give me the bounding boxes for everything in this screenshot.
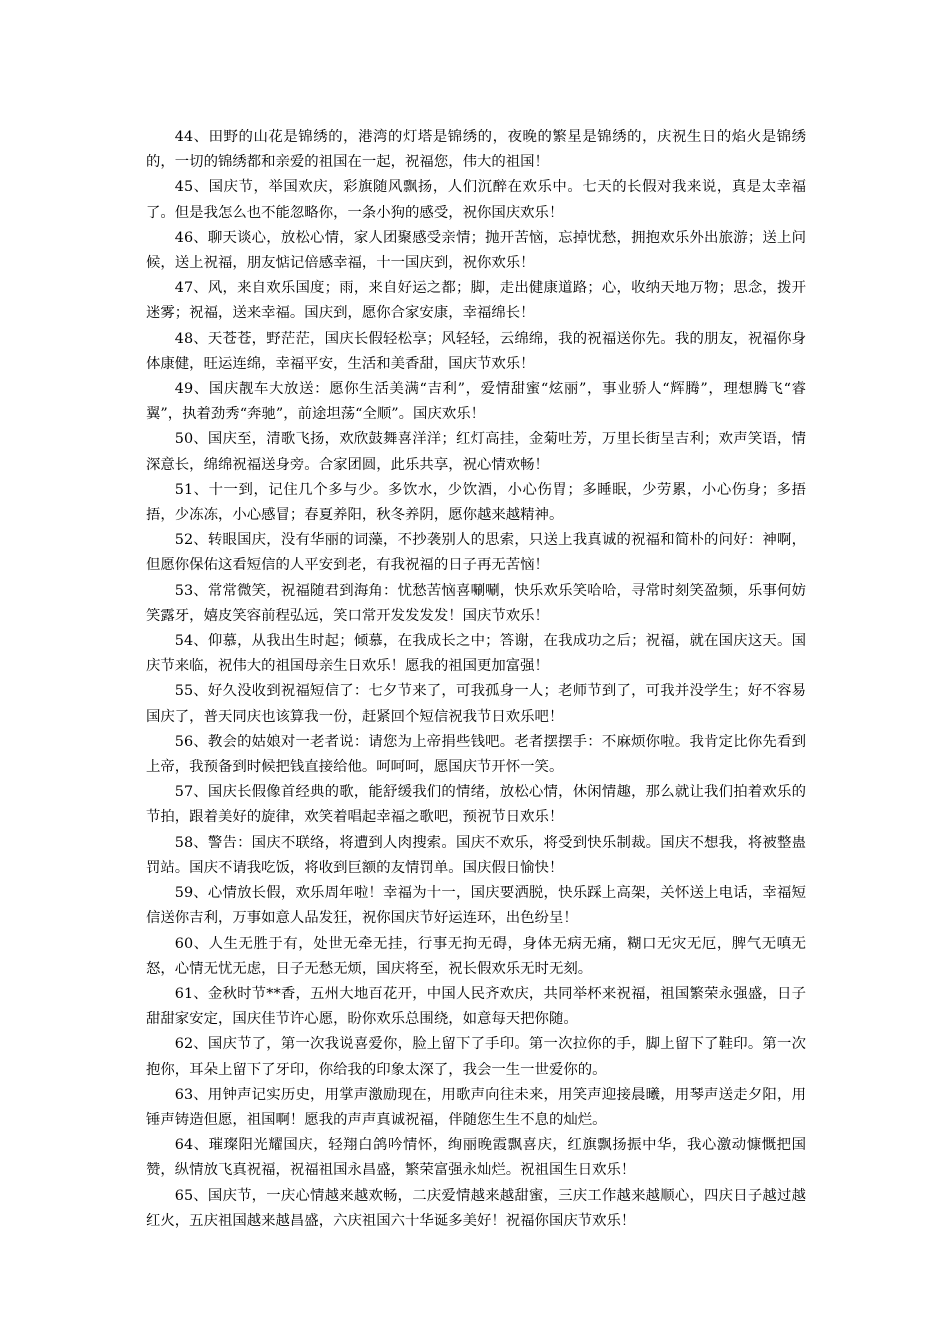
paragraph-47: 47、风，来自欢乐国度；雨，来自好运之都；脚，走出健康道路；心，收纳天地万物；思念，拨开迷雾；祝福，送来幸福。国庆到，愿你合家安康，幸福绵长！	[146, 280, 806, 322]
paragraph-51: 51、十一到，记住几个多与少。多饮水，少饮酒，小心伤胃；多睡眠，少劳累，小心伤身；多捂捂，少冻冻，小心感冒；春夏养阳，秋冬养阴，愿你越来越精神。	[146, 481, 806, 524]
paragraph-63: 63、用钟声记实历史，用掌声激励现在，用歌声向往未来，用笑声迎接晨曦，用琴声送走夕阳，用锤声铸造但愿，祖国啊！愿我的声声真诚祝福，伴随您生生不息的灿烂。	[146, 1086, 806, 1128]
paragraph-61: 61、金秋时节**香，五州大地百花开，中国人民齐欢庆，共同举杯来祝福，祖国繁荣永强盛，日子甜甜家安定，国庆佳节许心愿，盼你欢乐总围绕，如意每天把你随。	[146, 985, 806, 1028]
paragraph-45: 45、国庆节，举国欢庆，彩旗随风飘扬，人们沉醉在欢乐中。七天的长假对我来说，真是太幸福了。但是我怎么也不能忽略你，一条小狗的感受，祝你国庆欢乐！	[146, 179, 806, 221]
paragraph-44: 44、田野的山花是锦绣的，港湾的灯塔是锦绣的，夜晚的繁星是锦绣的，庆祝生日的焰火是锦绣的，一切的锦绣都和亲爱的祖国在一起，祝福您，伟大的祖国！	[146, 129, 806, 171]
paragraph-46: 46、聊天谈心，放松心情，家人团聚感受亲情；抛开苦恼，忘掉忧愁，拥抱欢乐外出旅游；送上问候，送上祝福，朋友惦记倍感幸福，十一国庆到，祝你欢乐！	[146, 229, 806, 272]
paragraph-58: 58、警告：国庆不联络，将遭到人肉搜索。国庆不欢乐，将受到快乐制裁。国庆不想我，将被整蛊罚站。国庆不请我吃饭，将收到巨额的友情罚单。国庆假日愉快！	[146, 834, 806, 876]
paragraph-56: 56、教会的姑娘对一老者说：请您为上帝捐些钱吧。老者摆摆手：不麻烦你啦。我肯定比你先看到上帝，我预备到时候把钱直接给他。呵呵呵，愿国庆节开怀一笑。	[146, 733, 806, 776]
paragraph-57: 57、国庆长假像首经典的歌，能舒缓我们的情绪，放松心情，休闲情趣，那么就让我们拍着欢乐的节拍，跟着美好的旋律，欢笑着唱起幸福之歌吧，预祝节日欢乐！	[146, 784, 806, 826]
paragraph-52: 52、转眼国庆，没有华丽的词藻，不抄袭别人的思索，只送上我真诚的祝福和简朴的问好：神啊，但愿你保佑这看短信的人平安到老，有我祝福的日子再无苦恼！	[146, 532, 806, 574]
paragraph-50: 50、国庆至，清歌飞扬，欢欣鼓舞喜洋洋；红灯高挂，金菊吐芳，万里长街呈吉利；欢声笑语，情深意长，绵绵祝福送身旁。合家团圆，此乐共享，祝心情欢畅！	[146, 431, 806, 473]
paragraph-59: 59、心情放长假，欢乐周年啦！幸福为十一，国庆要洒脱，快乐踩上高架，关怀送上电话，幸福短信送你吉利，万事如意人品发狂，祝你国庆节好运连环，出色纷呈！	[146, 885, 806, 927]
paragraph-49: 49、国庆靓车大放送：愿你生活美满“吉利”，爱情甜蜜“炫丽”，事业骄人“辉腾”，理想腾飞“睿翼”，执着劲秀“奔驰”，前途坦荡“全顺”。国庆欢乐！	[146, 381, 806, 423]
paragraph-54: 54、仰慕，从我出生时起；倾慕，在我成长之中；答谢，在我成功之后；祝福，就在国庆这天。国庆节来临，祝伟大的祖国母亲生日欢乐！愿我的祖国更加富强！	[146, 633, 806, 675]
paragraph-62: 62、国庆节了，第一次我说喜爱你，脸上留下了手印。第一次拉你的手，脚上留下了鞋印。第一次抱你，耳朵上留下了牙印，你给我的印象太深了，我会一生一世爱你的。	[146, 1036, 806, 1078]
paragraph-65: 65、国庆节，一庆心情越来越欢畅，二庆爱情越来越甜蜜，三庆工作越来越顺心，四庆日子越过越红火，五庆祖国越来越昌盛，六庆祖国六十华诞多美好！祝福你国庆节欢乐！	[146, 1187, 806, 1229]
paragraph-53: 53、常常微笑，祝福随君到海角：忧愁苦恼喜唰唰，快乐欢乐笑哈哈，寻常时刻笑盈频，乐事何妨笑露牙，嬉皮笑容前程弘远，笑口常开发发发发！国庆节欢乐！	[146, 582, 806, 624]
paragraph-60: 60、人生无胜于有，处世无牵无挂，行事无拘无碍，身体无病无痛，糊口无灾无厄，脾气无嗔无怒，心情无忧无虑，日子无愁无烦，国庆将至，祝长假欢乐无时无刻。	[146, 935, 806, 977]
paragraph-64: 64、璀璨阳光耀国庆，轻翔白鸽吟情怀，绚丽晚霞飘喜庆，红旗飘扬振中华，我心激动慷慨把国赞，纵情放飞真祝福，祝福祖国永昌盛，繁荣富强永灿烂。祝祖国生日欢乐！	[146, 1137, 806, 1179]
document-body	[146, 125, 806, 1234]
paragraph-48: 48、天苍苍，野茫茫，国庆长假轻松享；风轻轻，云绵绵，我的祝福送你先。我的朋友，祝福你身体康健，旺运连绵，幸福平安，生活和美香甜，国庆节欢乐！	[146, 330, 806, 372]
paragraph-55: 55、好久没收到祝福短信了：七夕节来了，可我孤身一人；老师节到了，可我并没学生；好不容易国庆了，普天同庆也该算我一份，赶紧回个短信祝我节日欢乐吧！	[146, 683, 806, 725]
